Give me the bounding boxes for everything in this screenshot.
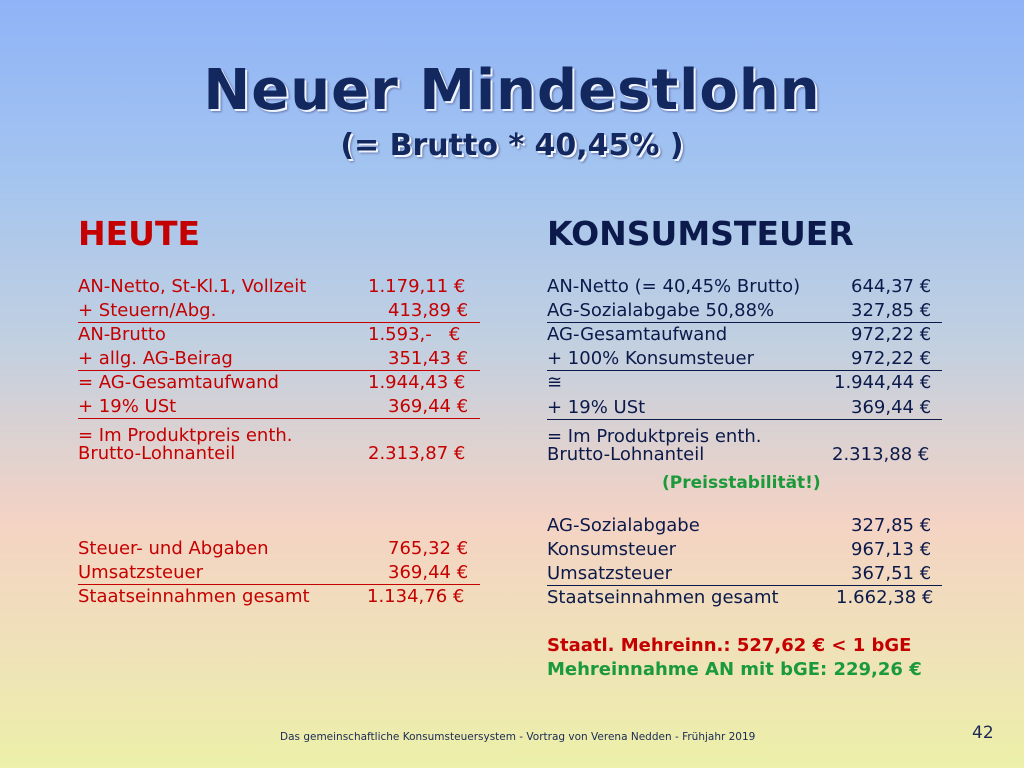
row-label: AG-Gesamtaufwand [547, 324, 728, 345]
row-value: 1.179,11 € [368, 276, 466, 297]
row-value: 367,51 € [851, 563, 932, 584]
row-value: 2.313,88 € [832, 444, 930, 465]
row-label: ≅ [547, 372, 563, 393]
left-row-ag-beitrag [78, 348, 480, 371]
right-row-sozialabgabe [547, 300, 942, 323]
left-row-ust [78, 396, 480, 419]
row-value: 1.944,43 € [368, 372, 466, 393]
row-label: Umsatzsteuer [547, 563, 673, 584]
heading-konsumsteuer: KONSUMSTEUER [547, 214, 854, 253]
left-row-umsatzsteuer [78, 562, 480, 585]
row-value: 972,22 € [851, 348, 932, 369]
right-row-ust [547, 397, 942, 420]
row-value: 644,37 € [851, 276, 932, 297]
row-value: 413,89 € [388, 300, 469, 321]
row-value: 327,85 € [851, 515, 932, 536]
row-label: AG-Sozialabgabe [547, 515, 700, 536]
row-value: 327,85 € [851, 300, 932, 321]
slide-title: Neuer Mindestlohn [203, 58, 821, 123]
row-label: + allg. AG-Beirag [78, 348, 233, 369]
right-row-umsatzsteuer [547, 563, 942, 586]
row-value: 2.313,87 € [368, 443, 466, 464]
row-label: + 19% USt [78, 396, 177, 417]
row-value: 351,43 € [388, 348, 469, 369]
row-label: Konsumsteuer [547, 539, 677, 560]
left-row-steuern [78, 300, 480, 323]
row-label: AN-Netto (= 40,45% Brutto) [547, 276, 801, 297]
row-value: 369,44 € [851, 397, 932, 418]
row-value: 369,44 € [388, 396, 469, 417]
row-value: 369,44 € [388, 562, 469, 583]
slide-subtitle: (= Brutto * 40,45% ) [340, 128, 684, 163]
row-label: AN-Brutto [78, 324, 166, 345]
row-label: Umsatzsteuer [78, 562, 204, 583]
row-label: AG-Sozialabgabe 50,88% [547, 300, 775, 321]
row-value: 1.662,38 € [836, 587, 934, 608]
row-label: Brutto-Lohnanteil [547, 444, 705, 465]
row-value: 1.593,- € [368, 324, 461, 345]
conclusion-mehreinnahme-an: Mehreinnahme AN mit bGE: 229,26 € [547, 659, 922, 680]
row-label: = AG-Gesamtaufwand [78, 372, 279, 393]
row-label: Brutto-Lohnanteil [78, 443, 236, 464]
row-label: Staatseinnahmen gesamt [547, 587, 779, 608]
row-value: 1.944,44 € [834, 372, 932, 393]
row-value: 1.134,76 € [367, 586, 465, 607]
row-label: + Steuern/Abg. [78, 300, 217, 321]
row-label: Steuer- und Abgaben [78, 538, 269, 559]
row-label: AN-Netto, St-Kl.1, Vollzeit [78, 276, 307, 297]
row-value: 765,32 € [388, 538, 469, 559]
right-row-konsumsteuer [547, 348, 942, 371]
heading-heute: HEUTE [78, 214, 201, 253]
conclusion-staatl-mehreinnahmen: Staatl. Mehreinn.: 527,62 € < 1 bGE [547, 635, 912, 656]
row-label: + 100% Konsumsteuer [547, 348, 755, 369]
row-label: Staatseinnahmen gesamt [78, 586, 310, 607]
row-label: + 19% USt [547, 397, 646, 418]
preisstabilitaet-note: (Preisstabilität!) [662, 473, 821, 493]
row-label: = Im Produktpreis enth. [547, 426, 762, 447]
row-value: 967,13 € [851, 539, 932, 560]
row-value: 972,22 € [851, 324, 932, 345]
page-number: 42 [972, 723, 994, 743]
row-label: = Im Produktpreis enth. [78, 425, 293, 446]
slide-footer: Das gemeinschaftliche Konsumsteuersystem - Vortrag von Verena Nedden - Frühjahr 2019 [280, 731, 756, 743]
